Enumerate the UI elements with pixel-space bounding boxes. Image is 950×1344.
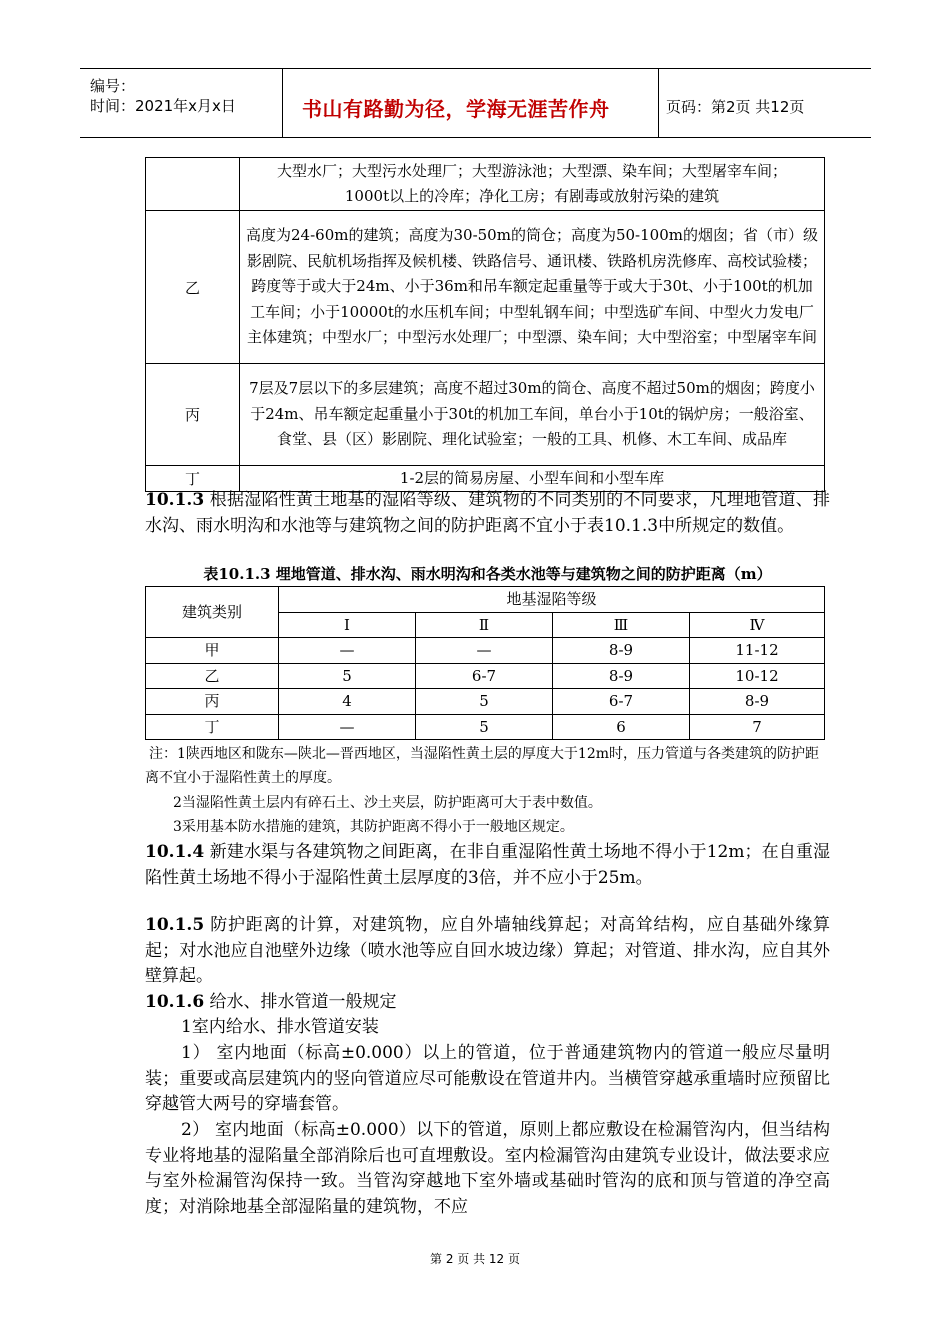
value-cell: 8-9 bbox=[553, 638, 690, 664]
category-cell bbox=[146, 158, 240, 211]
table-row bbox=[146, 211, 825, 364]
table-note: 3采用基本防水措施的建筑，其防护距离不得小于一般地区规定。 bbox=[173, 819, 574, 835]
document-number-label: 编号： bbox=[90, 77, 136, 95]
page-footer: 第 2 页 共 12 页 bbox=[430, 1252, 520, 1266]
paragraph-text: 新建水渠与各建筑物之间距离，在非自重湿陷性黄土场地不得小于12m；在自重湿陷性黄土场地不得小于湿陷性黄土层厚度的3倍，并不应小于25m。 bbox=[145, 842, 830, 888]
value-cell: 5 bbox=[416, 689, 553, 715]
value-cell: — bbox=[416, 638, 553, 664]
category-cell: 乙 bbox=[146, 663, 279, 689]
paragraph-10-1-4 bbox=[145, 840, 830, 891]
paragraph-10-1-6 bbox=[145, 990, 830, 1016]
description-cell: 大型水厂；大型污水处理厂；大型游泳池；大型漂、染车间；大型屠宰车间；1000t以上的冷库；净化工房；有剧毒或放射污染的建筑 bbox=[240, 158, 825, 211]
table-row bbox=[146, 689, 825, 715]
column-header-level: Ⅰ bbox=[279, 612, 416, 638]
paragraph-text: 根据湿陷性黄土地基的湿陷等级、建筑物的不同类别的不同要求，凡埋地管道、排水沟、雨水明沟和水池等与建筑物之间的防护距离不宜小于表10.1.3中所规定的数值。 bbox=[145, 490, 830, 536]
category-cell: 乙 bbox=[146, 211, 240, 364]
header-divider bbox=[282, 69, 283, 137]
section-number: 10.1.4 bbox=[145, 842, 205, 862]
value-cell: — bbox=[279, 638, 416, 664]
table-row bbox=[146, 714, 825, 740]
paragraph-text: 给水、排水管道一般规定 bbox=[204, 992, 397, 1012]
subsection-item-1-1: 1） 室内地面（标高±0.000）以上的管道，位于普通建筑物内的管道一般应尽量明装；重要或高层建筑内的竖向管道应尽可能敷设在管道井内。当横管穿越承重墙时应预留比穿越管大两号的穿墙套管。 bbox=[145, 1043, 830, 1115]
subsection-item-1-2: 2） 室内地面（标高±0.000）以下的管道，原则上都应敷设在检漏管沟内，但当结构专业将地基的湿陷量全部消除后也可直埋敷设。室内检漏管沟由建筑专业设计，做法要求应与室外检漏管沟保持一致。当管沟穿越地下室外墙或基础时管沟的底和顶与管道的净空高度；对消除地基全部湿陷量的建筑物，不应 bbox=[145, 1120, 830, 1217]
description-cell: 高度为24-60m的建筑；高度为30-50m的筒仓；高度为50-100m的烟囱；省（市）级影剧院、民航机场指挥及候机楼、铁路信号、通讯楼、铁路机房洗修库、高校试验楼；跨度等于或大于24m、小于36m和吊车额定起重量等于或大于30t、小于100t的机加工车间；小于10000t的水压机车间；中型轧钢车间；中型选矿车间、中型火力发电厂主体建筑；中型水厂；中型污水处理厂；中型漂、染车间；大中型浴室；中型屠宰车间 bbox=[240, 211, 825, 364]
table-row bbox=[146, 638, 825, 664]
value-cell: 6-7 bbox=[416, 663, 553, 689]
document-date: 时间：2021年x月x日 bbox=[90, 97, 236, 115]
table-row bbox=[146, 364, 825, 466]
section-number: 10.1.6 bbox=[145, 992, 205, 1012]
value-cell: 7 bbox=[690, 714, 825, 740]
column-header-level: Ⅱ bbox=[416, 612, 553, 638]
value-cell: — bbox=[279, 714, 416, 740]
protection-distance-table bbox=[145, 586, 825, 740]
column-header-level: Ⅳ bbox=[690, 612, 825, 638]
table-row bbox=[146, 158, 825, 211]
paragraph-text: 防护距离的计算，对建筑物，应自外墙轴线算起；对高耸结构，应自基础外缘算起；对水池应自池壁外边缘（喷水池等应自回水坡边缘）算起；对管道、排水沟，应自其外壁算起。 bbox=[145, 915, 830, 987]
value-cell: 6 bbox=[553, 714, 690, 740]
section-number: 10.1.3 bbox=[145, 490, 205, 510]
value-cell: 11-12 bbox=[690, 638, 825, 664]
paragraph-10-1-5 bbox=[145, 913, 830, 990]
table-note: 2当湿陷性黄土层内有碎石土、沙土夹层，防护距离可大于表中数值。 bbox=[173, 795, 602, 811]
value-cell: 6-7 bbox=[553, 689, 690, 715]
value-cell: 5 bbox=[279, 663, 416, 689]
table-caption: 表10.1.3 埋地管道、排水沟、雨水明沟和各类水池等与建筑物之间的防护距离（m） bbox=[203, 565, 772, 583]
section-number: 10.1.5 bbox=[145, 915, 205, 935]
category-cell: 甲 bbox=[146, 638, 279, 664]
page-header bbox=[80, 68, 871, 138]
value-cell: 8-9 bbox=[553, 663, 690, 689]
value-cell: 4 bbox=[279, 689, 416, 715]
category-cell: 丙 bbox=[146, 689, 279, 715]
category-cell: 丁 bbox=[146, 466, 240, 492]
description-cell: 7层及7层以下的多层建筑；高度不超过30m的筒仓、高度不超过50m的烟囱；跨度小于24m、吊车额定起重量小于30t的机加工车间，单台小于10t的锅炉房；一般浴室、食堂、县（区）影剧院、理化试验室；一般的工具、机修、木工车间、成品库 bbox=[240, 364, 825, 466]
subsection-item-1: 1室内给水、排水管道安装 bbox=[181, 1017, 379, 1037]
description-cell: 1-2层的简易房屋、小型车间和小型车库 bbox=[240, 466, 825, 492]
paragraph-10-1-3 bbox=[145, 488, 830, 539]
column-header-level: Ⅲ bbox=[553, 612, 690, 638]
table-row bbox=[146, 663, 825, 689]
building-category-table bbox=[145, 157, 825, 492]
header-motto: 书山有路勤为径，学海无涯苦作舟 bbox=[302, 97, 610, 121]
category-cell: 丁 bbox=[146, 714, 279, 740]
page-info: 页码：第2页 共12页 bbox=[666, 98, 805, 116]
column-header-category: 建筑类别 bbox=[146, 587, 279, 638]
value-cell: 5 bbox=[416, 714, 553, 740]
value-cell: 8-9 bbox=[690, 689, 825, 715]
table-note: 注：1陕西地区和陇东—陕北—晋西地区，当湿陷性黄土层的厚度大于12m时，压力管道与各类建筑的防护距离不宜小于湿陷性黄土的厚度。 bbox=[145, 746, 819, 786]
category-cell: 丙 bbox=[146, 364, 240, 466]
column-header-group: 地基湿陷等级 bbox=[279, 587, 825, 613]
value-cell: 10-12 bbox=[690, 663, 825, 689]
header-divider bbox=[658, 69, 659, 137]
table-header-row bbox=[146, 587, 825, 613]
